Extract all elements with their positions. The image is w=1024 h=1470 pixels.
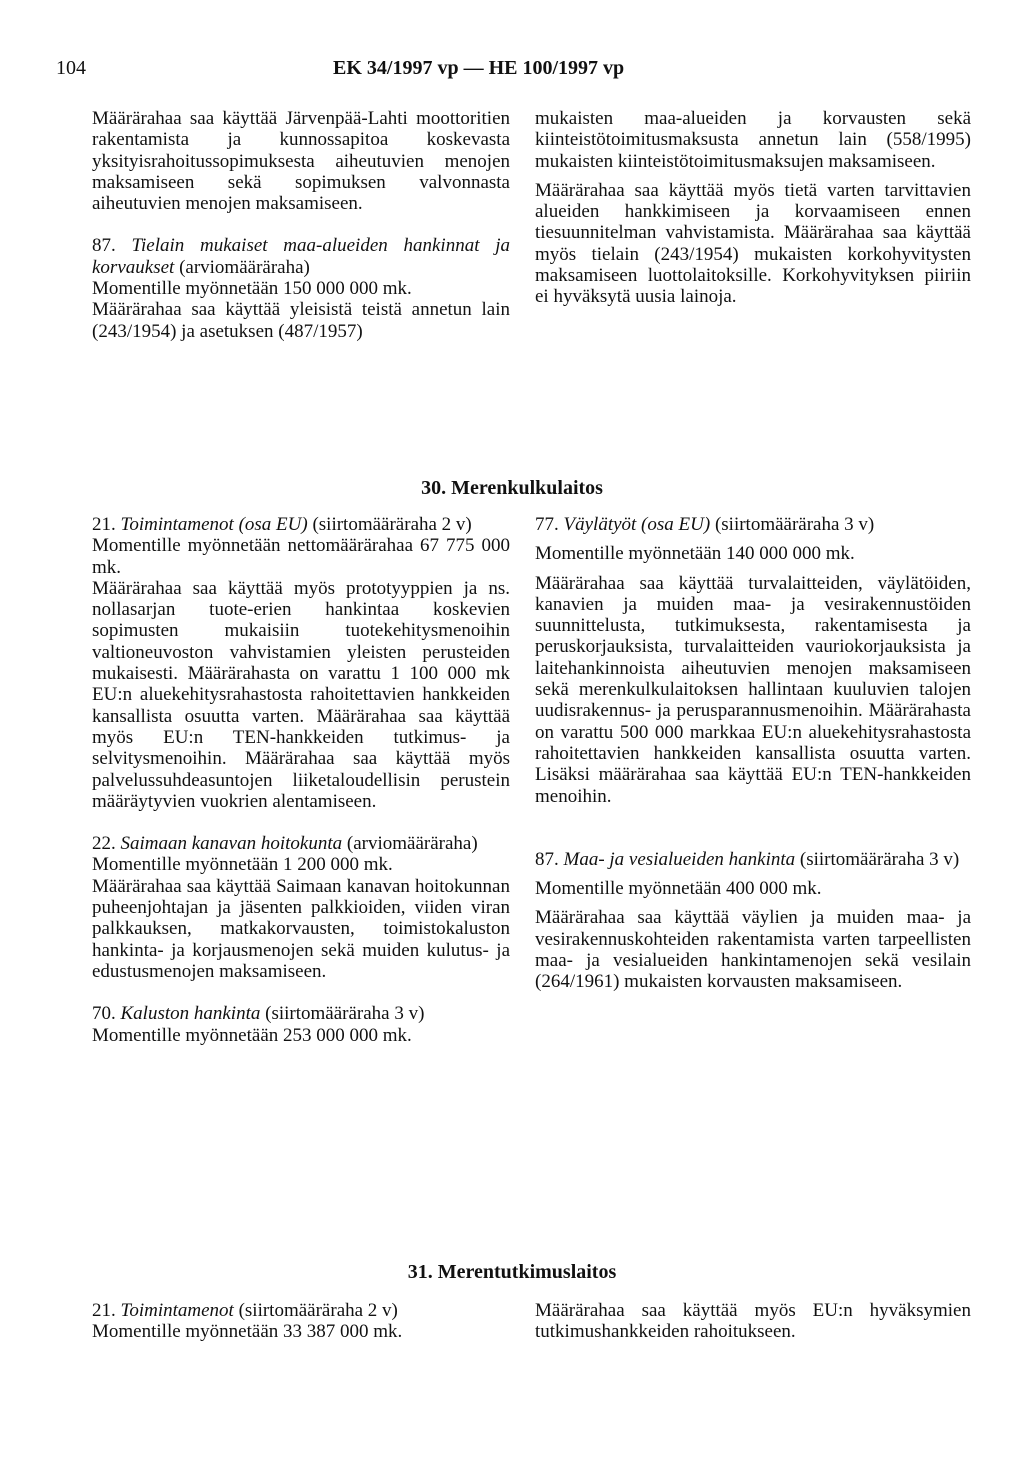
item-type: (siirtomääräraha 3 v) (710, 514, 875, 535)
item-title: Saimaan kanavan hoitokunta (120, 833, 343, 855)
section-title: 30. Merenkulkulaitos (421, 477, 603, 499)
item-amount: Momentille myönnetään 253 000 000 mk. (92, 1024, 412, 1046)
top-right-column (535, 108, 971, 308)
item-heading (92, 1300, 510, 1321)
item-heading (92, 1003, 510, 1024)
item-type: (siirtomääräraha 2 v) (307, 514, 472, 535)
item-type: (arviomääräraha) (342, 833, 478, 855)
item-number: 77. (535, 514, 564, 535)
top-left-column (92, 108, 510, 342)
section30-right-column (535, 514, 971, 993)
section31-left-column (92, 1300, 510, 1343)
item-amount: Momentille myönnetään 150 000 000 mk. (92, 278, 412, 300)
item-number: 87. (92, 235, 132, 257)
paragraph: Määrärahaa saa käyttää myös EU:n hyväksymien tutkimushankkeiden rahoitukseen. (535, 1300, 971, 1343)
item-type: (siirtomääräraha 3 v) (795, 848, 960, 870)
paragraph: Määrärahaa saa käyttää turvalaitteiden, väylätöiden, kanavien ja muiden maa- ja vesirakennustöiden suunnittelusta, tutkimuksesta, rakentamisesta ja peruskorjauksista, turvalaitteiden vauriokorjauksista ja laitehankinnoista aiheutuvien menojen maksamiseen sekä merenkulkulaitoksen hallintaan kuuluvien talojen uudisrakennus- ja perusparannusmenoihin. Määrärahasta on varattu 500 000 markkaa EU:n aluekehitysrahastosta rahoitettavien hankkeiden kansallista osuutta varten. Lisäksi määrärahaa saa käyttää EU:n TEN-hankkeiden menoihin. (535, 572, 971, 807)
item-heading (92, 235, 510, 278)
item-amount: Momentille myönnetään 1 200 000 mk. (92, 854, 393, 876)
section30-left-column (92, 514, 510, 1046)
paragraph: Määrärahaa saa käyttää väylien ja muiden maa- ja vesirakennuskohteiden rakentamista varten tarpeellisten maa- ja vesialueiden hankintamenojen sekä vesilain (264/1961) mukaisten korvausten maksamiseen. (535, 907, 971, 993)
paragraph: Määrärahaa saa käyttää Saimaan kanavan hoitokunnan puheenjohtajan ja jäsenten palkkioiden, viiden viran palkkauksen, matkakorvausten, toimistokaluston hankinta- ja korjausmenojen sekä muiden kulutus- ja edustusmenojen maksamiseen. (92, 875, 510, 982)
paragraph: Määrärahaa saa käyttää yleisistä teistä annetun lain (243/1954) ja asetuksen (487/1957) (92, 299, 510, 342)
item-title: Kaluston hankinta (120, 1003, 261, 1025)
item-number: 21. (92, 1300, 121, 1321)
paragraph: Määrärahaa saa käyttää Järvenpää-Lahti moottoritien rakentamista ja kunnossapitoa koskevasta yksityisrahoitussopimuksesta aiheutuvien menojen maksamiseen sekä sopimuksen valvonnasta aiheutuvien menojen maksamiseen. (92, 108, 510, 215)
item-heading (92, 833, 510, 854)
item-type: (siirtomääräraha 2 v) (233, 1300, 398, 1321)
item-title: Tielain mukaiset maa-alueiden hankinnat ja korvaukset (92, 235, 510, 278)
item-title: Maa- ja vesialueiden hankinta (563, 848, 796, 870)
item-title: Väylätyöt (osa EU) (563, 514, 711, 535)
item-number: 21. (92, 514, 121, 535)
item-amount: Momentille myönnetään 33 387 000 mk. (92, 1321, 403, 1343)
item-heading (535, 849, 971, 870)
item-type: (arviomääräraha) (174, 256, 310, 278)
item-amount: Momentille myönnetään nettomäärärahaa 67 775 000 mk. (92, 535, 510, 578)
item-number: 22. (92, 833, 121, 855)
paragraph: Määrärahaa saa käyttää myös prototyyppien ja ns. nollasarjan tuote-erien hankintaa koskevien sopimusten mukaisiin tuotekehitysmenoihin valtioneuvoston vahvistamien yleisten perusteiden mukaisesti. Määrärahasta on varattu 1 100 000 mk EU:n aluekehitysrahastosta rahoitettavien hankkeiden kansallista osuutta varten. Määrärahaa saa käyttää myös EU:n TEN-hankkeiden tutkimus- ja selvitysmenoihin. Määrärahaa saa käyttää myös palvelussuhdeasuntojen liiketaloudellisin perustein määräytyvien vuokrien alentamiseen. (92, 577, 510, 812)
paragraph: mukaisten maa-alueiden ja korvausten sekä kiinteistötoimitusmaksusta annetun lain (558/1995) mukaisten kiinteistötoimitusmaksujen maksamiseen. (535, 108, 971, 172)
item-title: Toimintamenot (120, 1300, 234, 1321)
section31-right-column (535, 1300, 971, 1343)
item-number: 70. (92, 1003, 121, 1025)
item-amount: Momentille myönnetään 400 000 mk. (535, 878, 822, 900)
item-heading (535, 514, 971, 535)
item-number: 87. (535, 848, 564, 870)
item-title: Toimintamenot (osa EU) (120, 514, 308, 535)
page-number: 104 (56, 57, 86, 79)
paragraph: Määrärahaa saa käyttää myös tietä varten tarvittavien alueiden hankkimiseen ja korvaamiseen ennen tiesuunnitelman vahvistamista. Määrärahaa saa käyttää myös tielain (243/1954) mukaisten korkohyvitysten maksamiseen luottolaitoksille. Korkohyvityksen piiriin ei hyväksytä uusia lainoja. (535, 179, 971, 308)
section-title: 31. Merentutkimuslaitos (407, 1261, 617, 1283)
item-heading (92, 514, 510, 535)
item-type: (siirtomääräraha 3 v) (260, 1003, 425, 1025)
running-head: EK 34/1997 vp — HE 100/1997 vp (333, 57, 625, 79)
item-amount: Momentille myönnetään 140 000 000 mk. (535, 543, 855, 565)
